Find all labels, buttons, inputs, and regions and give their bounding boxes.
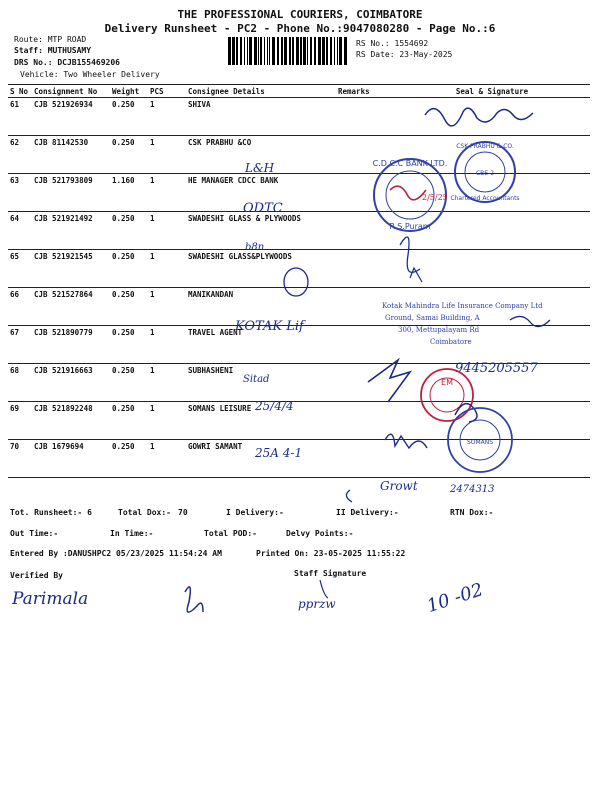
svg-text:Kotak Mahindra Life Insurance: Kotak Mahindra Life Insurance Company Ltd — [382, 302, 543, 310]
svg-text:EM: EM — [441, 378, 453, 387]
cell-remarks — [336, 402, 394, 440]
table-row — [8, 250, 590, 288]
cell-signature — [394, 402, 590, 440]
svg-text:CBE-2: CBE-2 — [475, 170, 495, 177]
cell-weight: 0.250 — [110, 250, 148, 288]
cell-remarks — [336, 136, 394, 174]
barcode-image — [228, 37, 350, 65]
table-row — [8, 402, 590, 440]
cell-signature — [394, 174, 590, 212]
cell-pcs: 1 — [148, 364, 186, 402]
cell-remarks — [336, 364, 394, 402]
table-row — [8, 288, 590, 326]
cell-signature — [394, 440, 590, 478]
cell-sno: 62 — [8, 136, 32, 174]
staff-signature-label: Staff Signature — [294, 569, 367, 578]
verifier-initials — [185, 587, 203, 612]
vehicle-label: Vehicle: Two Wheeler Delivery — [20, 70, 160, 79]
cell-weight: 0.250 — [110, 326, 148, 364]
cell-pcs: 1 — [148, 174, 186, 212]
cell-pcs: 1 — [148, 288, 186, 326]
rtn-dox-label: RTN Dox:- — [450, 508, 494, 517]
ii-delivery-label: II Delivery:- — [336, 508, 399, 517]
cell-consignee: SOMANS LEISURE — [186, 402, 336, 440]
cell-signature — [394, 364, 590, 402]
cell-pcs: 1 — [148, 326, 186, 364]
cell-consignment-no: CJB 81142530 — [32, 136, 110, 174]
cell-sno: 69 — [8, 402, 32, 440]
handwritten-note-63: ODTC — [243, 201, 283, 216]
i-delivery-label: I Delivery:- — [226, 508, 284, 517]
cell-consignee: TRAVEL AGENT — [186, 326, 336, 364]
table-row — [8, 98, 590, 136]
cell-remarks — [336, 174, 394, 212]
cell-weight: 0.250 — [110, 402, 148, 440]
cell-pcs: 1 — [148, 136, 186, 174]
handwritten-note-68: 25/4/4 — [255, 399, 294, 413]
col-consignment: Consignment No — [32, 85, 110, 98]
cell-sno: 61 — [8, 98, 32, 136]
handwritten-note-64: b8n — [245, 242, 265, 253]
table-row — [8, 174, 590, 212]
table-row — [8, 364, 590, 402]
handwritten-name-70: Growt — [380, 479, 418, 493]
verifier-signature: Parimala — [12, 589, 89, 609]
cell-consignee: SHIVA — [186, 98, 336, 136]
cell-sno: 65 — [8, 250, 32, 288]
col-remarks: Remarks — [336, 85, 394, 98]
tot-runsheet: Tot. Runsheet:- 6 — [10, 508, 92, 517]
cell-consignment-no: CJB 521921492 — [32, 212, 110, 250]
cell-signature — [394, 212, 590, 250]
drs-number: DRS No.: DCJB155469206 — [14, 58, 120, 67]
table-row — [8, 136, 590, 174]
cell-consignment-no: CJB 521892248 — [32, 402, 110, 440]
cell-consignee: SUBHASHENI — [186, 364, 336, 402]
cell-weight: 0.250 — [110, 288, 148, 326]
route-label: Route: MTP ROAD — [14, 35, 87, 44]
col-consignee: Consignee Details — [186, 85, 336, 98]
total-dox-label: Total Dox:- — [118, 508, 171, 517]
verified-by-label: Verified By — [10, 571, 63, 580]
cell-consignment-no: CJB 521890779 — [32, 326, 110, 364]
cell-sno: 66 — [8, 288, 32, 326]
cell-pcs: 1 — [148, 402, 186, 440]
handwritten-note-62: L&H — [245, 161, 275, 175]
table-header-row — [8, 85, 590, 98]
handwritten-note-66: KOTAK Lif — [235, 319, 304, 334]
out-time-label: Out Time:- — [10, 529, 59, 538]
svg-text:SOMANS: SOMANS — [466, 439, 494, 446]
staff-label: Staff: MUTHUSAMY — [14, 46, 92, 55]
cell-pcs: 1 — [148, 98, 186, 136]
cell-signature — [394, 98, 590, 136]
cell-remarks — [336, 98, 394, 136]
handwritten-note-67: Sitad — [243, 374, 270, 385]
cell-remarks — [336, 250, 394, 288]
table-row — [8, 212, 590, 250]
cell-signature — [394, 136, 590, 174]
company-title: THE PROFESSIONAL COURIERS, COIMBATORE — [177, 8, 423, 21]
cell-consignee: MANIKANDAN — [186, 288, 336, 326]
handwritten-date: 10 -02 — [424, 579, 486, 617]
runsheet-subtitle: Delivery Runsheet - PC2 - Phone No.:9047080280 - Page No.:6 — [104, 22, 496, 35]
cell-signature — [394, 326, 590, 364]
col-weight: Weight — [110, 85, 148, 98]
col-signature: Seal & Signature — [394, 85, 590, 98]
handwritten-note-69: 25A 4-1 — [255, 446, 303, 460]
cell-consignee: HE MANAGER CDCC BANK — [186, 174, 336, 212]
cell-signature — [394, 250, 590, 288]
cell-consignment-no: CJB 521916663 — [32, 364, 110, 402]
svg-text:Ground, Samai Building, A: Ground, Samai Building, A — [385, 314, 480, 322]
col-sno: S No — [8, 85, 32, 98]
cell-consignee: SWADESHI GLASS&PLYWOODS — [186, 250, 336, 288]
svg-text:Chartered Accountants: Chartered Accountants — [450, 195, 520, 202]
cell-weight: 0.250 — [110, 136, 148, 174]
cell-pcs: 1 — [148, 250, 186, 288]
col-pcs: PCS — [148, 85, 186, 98]
svg-text:CSK PRABHU & CO.: CSK PRABHU & CO. — [456, 143, 514, 150]
rs-date: RS Date: 23-May-2025 — [356, 50, 453, 59]
svg-text:2/5/25: 2/5/25 — [422, 193, 448, 202]
cell-consignment-no: CJB 1679694 — [32, 440, 110, 478]
cell-weight: 0.250 — [110, 98, 148, 136]
cell-consignment-no: CJB 521793809 — [32, 174, 110, 212]
staff-signature-mark: pprzw — [298, 597, 336, 611]
cell-pcs: 1 — [148, 212, 186, 250]
svg-text:C.D.C.C BANK LTD.: C.D.C.C BANK LTD. — [372, 159, 448, 168]
cell-consignment-no: CJB 521926934 — [32, 98, 110, 136]
rs-number: RS No.: 1554692 — [356, 39, 429, 48]
cell-signature — [394, 288, 590, 326]
delvy-points-label: Delvy Points:- — [286, 529, 354, 538]
cell-consignee: CSK PRABHU &CO — [186, 136, 336, 174]
entered-by: Entered By :DANUSHPC2 05/23/2025 11:54:24 AM — [10, 549, 222, 558]
svg-text:Coimbatore: Coimbatore — [430, 338, 472, 346]
cell-sno: 63 — [8, 174, 32, 212]
cell-sno: 67 — [8, 326, 32, 364]
cell-remarks — [336, 288, 394, 326]
cell-sno: 64 — [8, 212, 32, 250]
in-time-label: In Time:- — [110, 529, 154, 538]
cell-weight: 0.250 — [110, 212, 148, 250]
printed-on: Printed On: 23-05-2025 11:55:22 — [256, 549, 406, 558]
cell-remarks — [336, 440, 394, 478]
table-row — [8, 440, 590, 478]
cell-remarks — [336, 212, 394, 250]
total-pod-label: Total POD:- — [204, 529, 257, 538]
cell-remarks — [336, 326, 394, 364]
cell-sno: 68 — [8, 364, 32, 402]
cell-weight: 1.160 — [110, 174, 148, 212]
handwritten-phone-67: 9445205557 — [455, 361, 538, 376]
handwritten-number-70: 2474313 — [450, 484, 495, 495]
cell-consignee: GOWRI SAMANT — [186, 440, 336, 478]
cell-weight: 0.250 — [110, 364, 148, 402]
cell-pcs: 1 — [148, 440, 186, 478]
cell-consignment-no: CJB 521921545 — [32, 250, 110, 288]
cell-consignment-no: CJB 521527864 — [32, 288, 110, 326]
svg-text:300, Mettupalayam Rd: 300, Mettupalayam Rd — [398, 326, 480, 334]
cell-consignee: SWADESHI GLASS & PLYWOODS — [186, 212, 336, 250]
cell-sno: 70 — [8, 440, 32, 478]
total-dox-value: 70 — [178, 508, 188, 517]
runsheet-table — [8, 84, 590, 478]
svg-text:R.S.Puram: R.S.Puram — [389, 222, 431, 231]
table-row — [8, 326, 590, 364]
cell-weight: 0.250 — [110, 440, 148, 478]
